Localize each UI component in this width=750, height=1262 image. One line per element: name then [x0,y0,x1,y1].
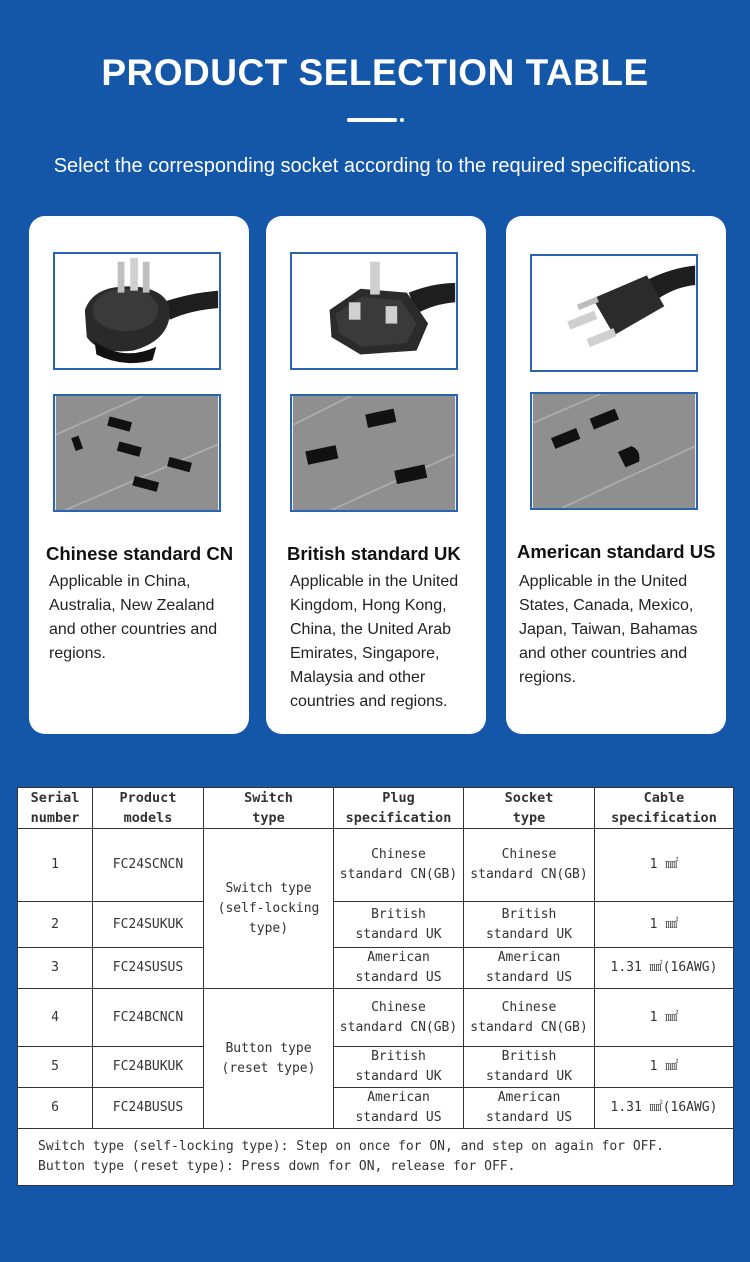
cell-plug: Chinese standard CN(GB) [334,829,464,902]
cell-serial: 4 [18,989,93,1047]
cell-plug: American standard US [334,948,464,989]
cell-plug: British standard UK [334,902,464,948]
title-underline-dot [400,118,404,122]
cell-model: FC24SCNCN [93,829,204,902]
cell-cable: 1 ㎟ [595,902,734,948]
card-us [506,216,726,734]
cell-serial: 1 [18,829,93,902]
table-row [18,989,734,1047]
table-header-row [18,788,734,829]
page-title: PRODUCT SELECTION TABLE [101,52,649,93]
header-switch-type: Switch type [204,788,334,829]
cell-plug: British standard UK [334,1047,464,1088]
cell-cable: 1.31 ㎟(16AWG) [595,1088,734,1129]
cell-socket: American standard US [464,1088,595,1129]
cell-switch-type-group: Switch type (self-locking type) [204,829,334,989]
header-product-models: Product models [93,788,204,829]
cell-socket: American standard US [464,948,595,989]
card-us-description: Applicable in the United States, Canada, Mexico, Japan, Taiwan, Bahamas and other countries and regions. [519,573,698,686]
card-us-title: American standard US [517,541,716,562]
table-row [18,1047,734,1088]
cell-cable: 1.31 ㎟(16AWG) [595,948,734,989]
header-socket-type: Socket type [464,788,595,829]
cell-cable: 1 ㎟ [595,989,734,1047]
cell-socket: British standard UK [464,1047,595,1088]
table-notes-row [18,1129,734,1186]
note-switch-type: Switch type (self-locking type): Step on once for ON, and step on again for OFF. [38,1139,665,1154]
cell-serial: 3 [18,948,93,989]
header-plug-specification: Plug specification [334,788,464,829]
cell-model: FC24SUSUS [93,948,204,989]
header-cable-specification: Cable specification [595,788,734,829]
table-notes [18,1129,734,1186]
cn-socket-icon [53,394,221,512]
page-subtitle: Select the corresponding socket according to the required specifications. [53,155,697,177]
card-uk-description: Applicable in the United Kingdom, Hong Kong, China, the United Arab Emirates, Singapore, Malaysia and other countries and regions. [290,573,459,710]
cell-cable: 1 ㎟ [595,1047,734,1088]
card-cn-title: Chinese standard CN [46,543,234,564]
uk-plug-icon [290,252,458,370]
card-uk [266,216,486,734]
cell-switch-type-group: Button type (reset type) [204,989,334,1129]
cn-plug-icon [53,252,221,370]
header-serial-number: Serial number [18,788,93,829]
cell-plug: Chinese standard CN(GB) [334,989,464,1047]
cell-model: FC24BUSUS [93,1088,204,1129]
card-cn-description: Applicable in China, Australia, New Zealand and other countries and regions. [49,573,218,662]
table-row [18,902,734,948]
table-row [18,948,734,989]
card-cn [29,216,249,734]
table-row [18,829,734,902]
cell-socket: British standard UK [464,902,595,948]
card-uk-title: British standard UK [287,543,461,564]
cell-socket: Chinese standard CN(GB) [464,829,595,902]
product-selection-table [17,787,734,1186]
note-button-type: Button type (reset type): Press down for ON, release for OFF. [38,1159,516,1174]
title-underline [347,118,397,122]
table-row [18,1088,734,1129]
cell-serial: 2 [18,902,93,948]
us-socket-icon [530,392,698,510]
cell-model: FC24SUKUK [93,902,204,948]
us-plug-icon [530,254,698,372]
cell-serial: 6 [18,1088,93,1129]
cell-socket: Chinese standard CN(GB) [464,989,595,1047]
uk-socket-icon [290,394,458,512]
cell-plug: American standard US [334,1088,464,1129]
cell-model: FC24BCNCN [93,989,204,1047]
cell-model: FC24BUKUK [93,1047,204,1088]
cell-serial: 5 [18,1047,93,1088]
cell-cable: 1 ㎟ [595,829,734,902]
